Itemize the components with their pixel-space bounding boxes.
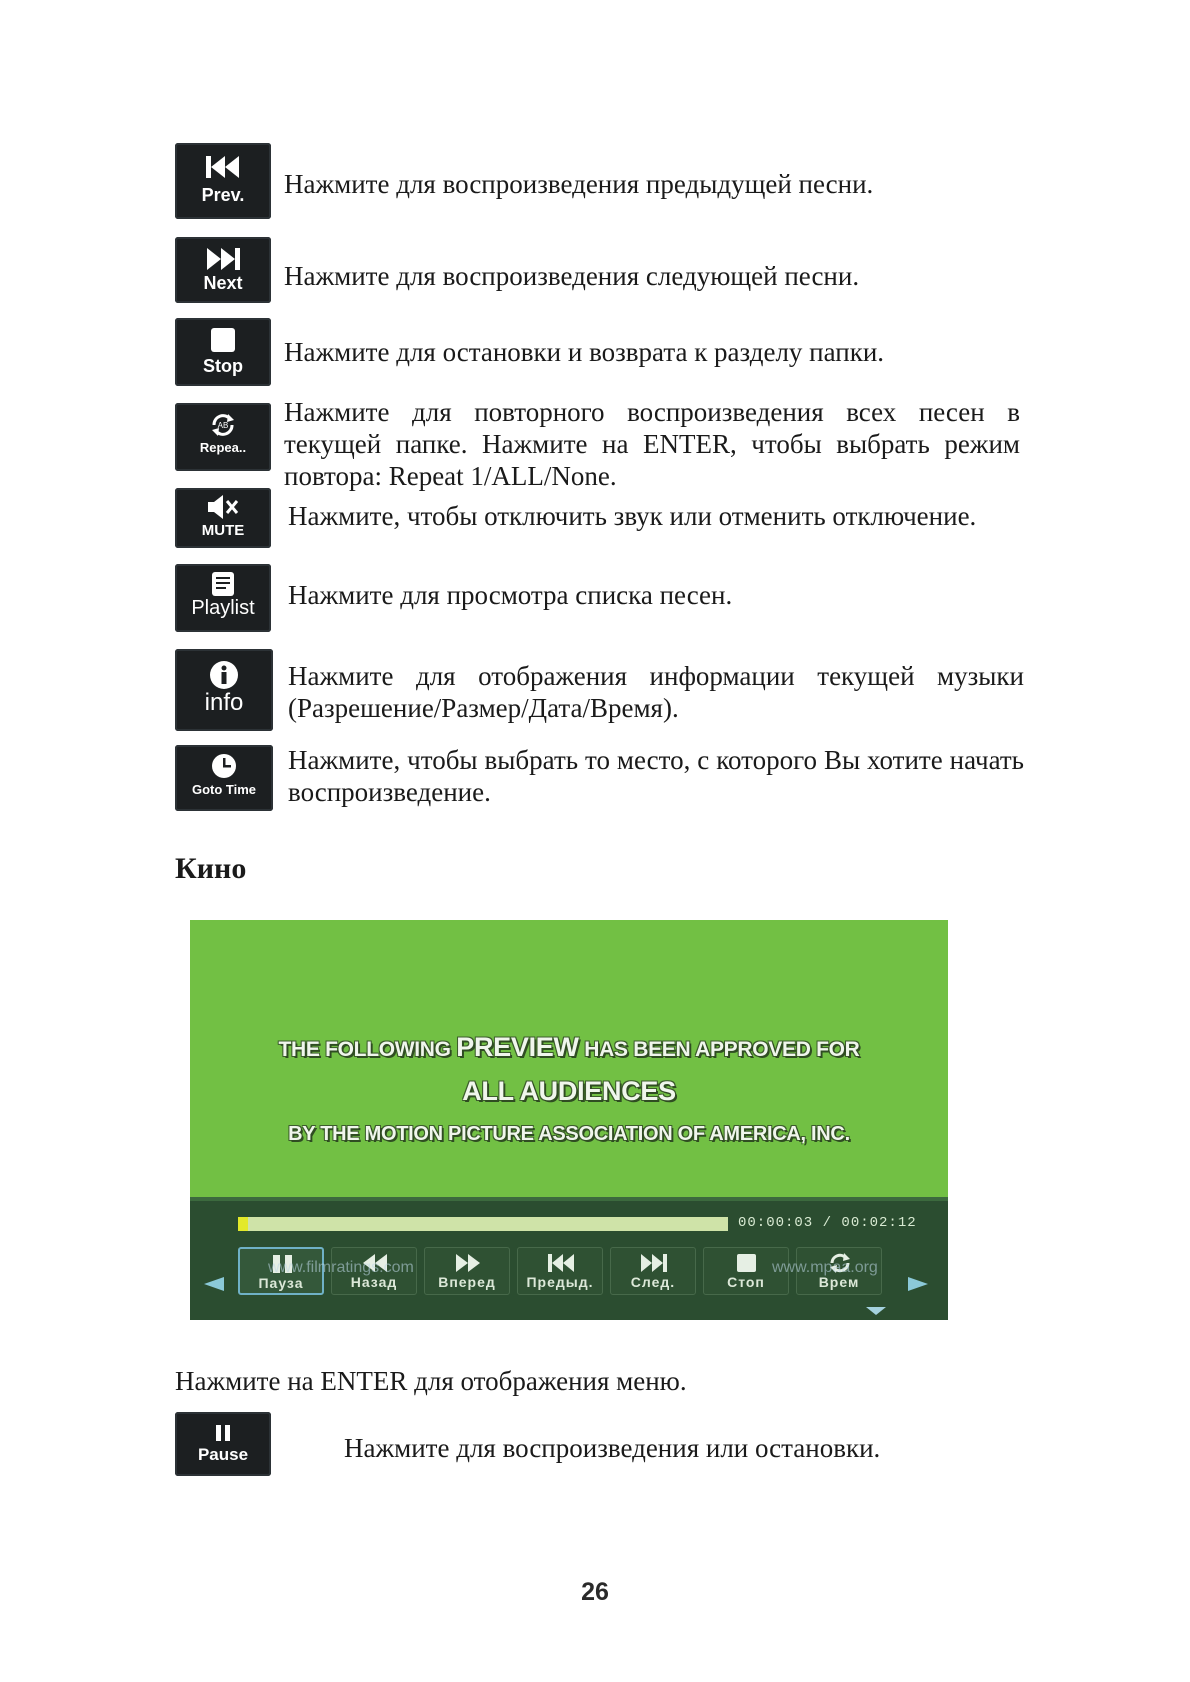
prev-description: Нажмите для воспроизведения предыдущей песни.	[284, 169, 874, 199]
prev-button[interactable]	[175, 143, 271, 219]
info-icon	[208, 659, 240, 691]
stop-icon	[704, 1252, 790, 1274]
pause-button[interactable]	[238, 1247, 324, 1295]
repeat-icon	[797, 1252, 883, 1274]
forward-button[interactable]	[424, 1247, 510, 1295]
watermark-left: www.filmratings.com	[268, 1259, 414, 1276]
section-heading: Кино	[175, 852, 247, 885]
next-label: Next	[203, 273, 243, 293]
repeat-label: Repea..	[199, 440, 247, 455]
progress-bar[interactable]	[238, 1217, 728, 1231]
forward-label: Вперед	[438, 1274, 496, 1290]
rating-line-2: ALL AUDIENCES	[462, 1076, 676, 1106]
stop-video-label: Стоп	[727, 1274, 765, 1290]
rewind-button[interactable]	[331, 1247, 417, 1295]
previous-label: Предыд.	[526, 1274, 594, 1290]
next-track-button[interactable]	[610, 1247, 696, 1295]
next-button[interactable]	[175, 237, 271, 303]
time-readout: 00:00:03 / 00:02:12	[738, 1215, 917, 1231]
rating-line-1-a: THE FOLLOWING	[278, 1038, 451, 1061]
scroll-left-icon[interactable]	[204, 1277, 224, 1291]
playlist-description: Нажмите для просмотра списка песен.	[288, 580, 733, 610]
next-track-label: След.	[630, 1274, 676, 1290]
page-number: 26	[581, 1578, 609, 1606]
previous-button[interactable]	[517, 1247, 603, 1295]
video-player-screenshot	[190, 920, 948, 1320]
rating-line-1-c: HAS BEEN APPROVED FOR	[584, 1038, 860, 1061]
stop-video-button[interactable]	[703, 1247, 789, 1295]
previous-track-icon	[518, 1252, 604, 1274]
info-button[interactable]	[175, 649, 273, 731]
pause-icon	[213, 1423, 233, 1445]
scroll-right-icon[interactable]	[908, 1277, 928, 1291]
playlist-icon	[210, 571, 236, 597]
stop-icon	[208, 326, 238, 354]
next-description: Нажмите для воспроизведения следующей песни.	[284, 261, 860, 291]
stop-description: Нажмите для остановки и возврата к разделу папки.	[284, 337, 885, 367]
repeat-icon	[208, 410, 238, 440]
progress-fill	[238, 1217, 248, 1231]
time-label: Врем	[818, 1274, 860, 1290]
fast-forward-icon	[425, 1252, 511, 1274]
mute-button[interactable]	[175, 488, 271, 548]
repeat-button[interactable]	[175, 403, 271, 471]
pause-icon	[240, 1253, 326, 1275]
stop-label: Stop	[203, 356, 243, 376]
playlist-label: Playlist	[191, 597, 255, 619]
scroll-down-icon[interactable]	[866, 1307, 886, 1315]
pause-item-description: Нажмите для воспроизведения или остановки.	[344, 1433, 881, 1463]
rating-line-1	[190, 1032, 948, 1063]
rating-line-3: BY THE MOTION PICTURE ASSOCIATION OF AMERICA, INC.	[288, 1123, 850, 1145]
svg-text:AB: AB	[217, 421, 229, 430]
enter-instruction: Нажмите на ENTER для отображения меню.	[175, 1366, 687, 1396]
playback-control-panel	[190, 1197, 948, 1320]
mute-label: MUTE	[201, 522, 245, 539]
mute-description: Нажмите, чтобы отключить звук или отменить отключение.	[288, 501, 977, 531]
info-label: info	[204, 689, 244, 716]
rewind-label: Назад	[350, 1274, 398, 1290]
goto-time-description: Нажмите, чтобы выбрать то место, с которого Вы хотите начать воспроизведение.	[288, 745, 1024, 807]
goto-time-button[interactable]	[175, 745, 273, 811]
playlist-button[interactable]	[175, 564, 271, 632]
info-description: Нажмите для отображения информации текущей музыки (Разрешение/Размер/Дата/Время).	[288, 661, 1024, 723]
rewind-icon	[332, 1252, 418, 1274]
time-button[interactable]	[796, 1247, 882, 1295]
previous-track-icon	[203, 153, 243, 181]
pause-label: Пауза	[258, 1275, 304, 1291]
repeat-description: Нажмите для повторного воспроизведения всех песен в текущей папке. Нажмите на ENTER, чтобы выбрать режим повтора: Repeat 1/ALL/None.	[284, 397, 1020, 491]
next-track-icon	[611, 1252, 697, 1274]
mute-icon	[205, 493, 241, 521]
goto-time-label: Goto Time	[191, 782, 257, 797]
pause-item-button[interactable]	[175, 1412, 271, 1476]
rating-line-1-b: PREVIEW	[456, 1032, 579, 1062]
stop-button[interactable]	[175, 318, 271, 386]
clock-icon	[210, 752, 238, 780]
watermark-right: www.mpaa.org	[772, 1259, 878, 1276]
prev-label: Prev.	[201, 185, 245, 205]
pause-item-label: Pause	[197, 1445, 249, 1464]
next-track-icon	[203, 245, 243, 273]
